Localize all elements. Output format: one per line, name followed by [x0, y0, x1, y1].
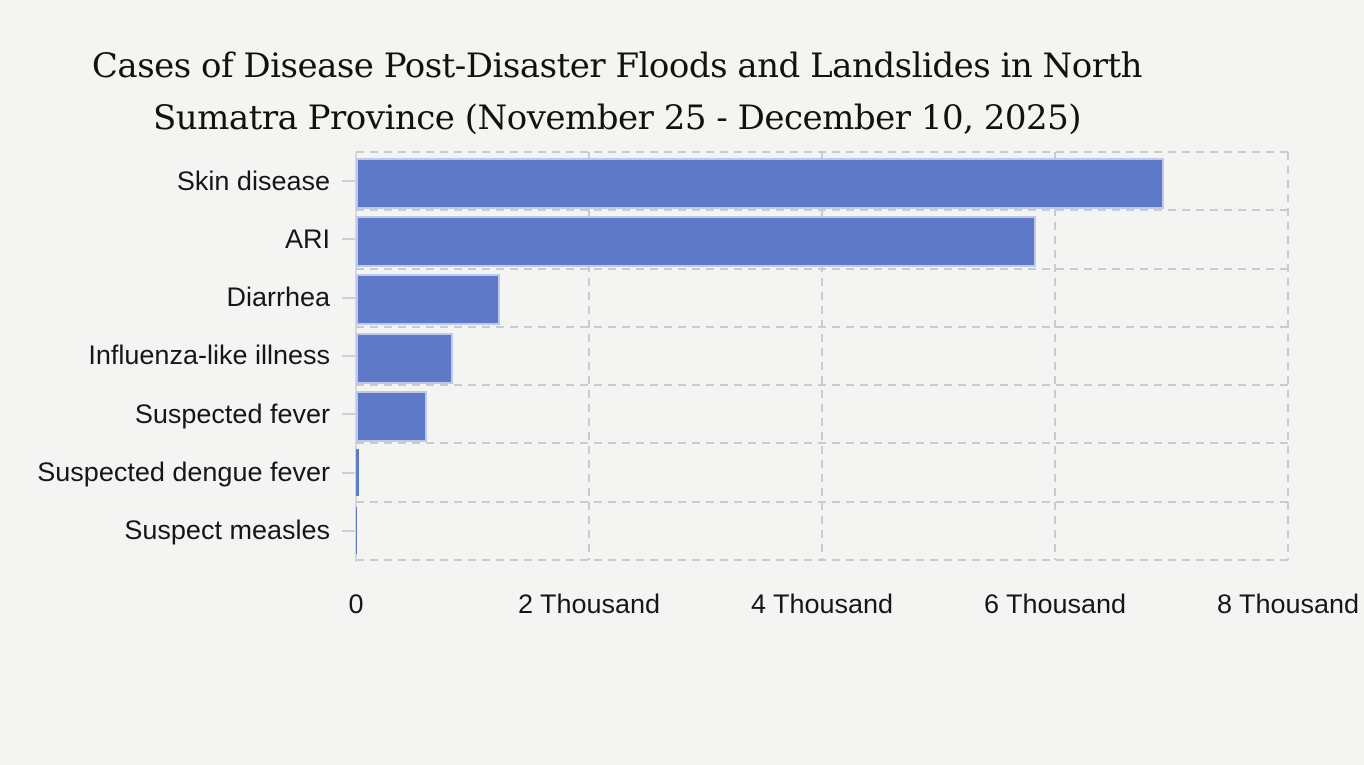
category-label: Diarrhea	[226, 282, 330, 313]
category-row	[0, 210, 356, 268]
bar-suspect-measles	[356, 507, 357, 554]
bar-influenza-like-illness	[356, 333, 453, 384]
x-axis	[348, 588, 1360, 624]
y-axis-tick	[342, 530, 356, 532]
category-row	[0, 385, 356, 443]
x-tick-label: 6 Thousand	[983, 589, 1127, 619]
category-row	[0, 327, 356, 385]
y-axis-tick	[342, 180, 356, 182]
bar-suspected-fever	[356, 391, 427, 442]
category-row	[0, 443, 356, 501]
category-label: Influenza-like illness	[88, 340, 330, 371]
gridline-vertical	[1054, 152, 1056, 560]
x-tick-label: 0	[348, 589, 364, 619]
chart-title: Cases of Disease Post-Disaster Floods and Landslides in North Sumatra Province (November 25 - December 10, 2025)	[91, 46, 1143, 138]
y-axis-tick	[342, 297, 356, 299]
gridline-vertical	[821, 152, 823, 560]
category-label: Skin disease	[176, 165, 330, 196]
y-axis-tick	[342, 355, 356, 357]
plot-area	[356, 152, 1288, 560]
y-axis-tick	[342, 413, 356, 415]
y-axis-tick	[342, 472, 356, 474]
category-label: ARI	[284, 223, 330, 254]
category-row	[0, 269, 356, 327]
y-axis-tick	[342, 238, 356, 240]
category-row	[0, 502, 356, 560]
y-axis	[0, 152, 356, 560]
category-row	[0, 152, 356, 210]
bar-ari	[356, 216, 1036, 267]
bar-diarrhea	[356, 274, 500, 325]
category-label: Suspected fever	[134, 398, 330, 429]
gridline-vertical	[588, 152, 590, 560]
bar-suspected-dengue-fever	[356, 449, 359, 496]
category-label: Suspected dengue fever	[37, 457, 330, 488]
x-tick-label: 4 Thousand	[750, 589, 894, 619]
bar-skin-disease	[356, 158, 1164, 209]
category-label: Suspect measles	[124, 515, 330, 546]
gridline-vertical	[1287, 152, 1289, 560]
x-tick-label: 2 Thousand	[517, 589, 661, 619]
x-tick-label: 8 Thousand	[1216, 589, 1360, 619]
